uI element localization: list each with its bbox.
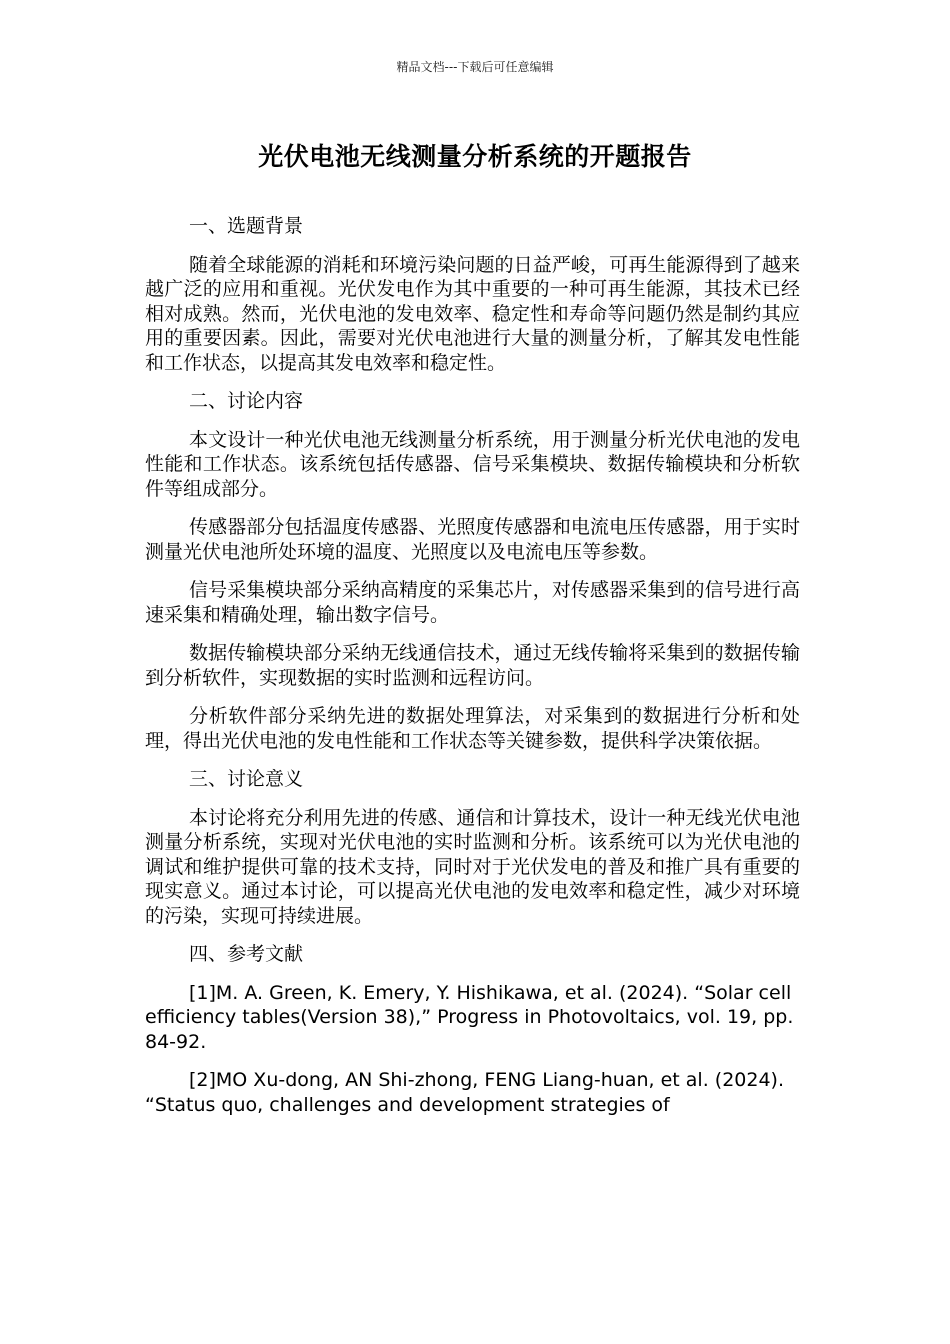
paragraph-content-3: 信号采集模块部分采纳高精度的采集芯片，对传感器采集到的信号进行高速采集和精确处理，输出数字信号。 — [145, 579, 800, 626]
paragraph-background: 随着全球能源的消耗和环境污染问题的日益严峻，可再生能源得到了越来越广泛的应用和重视。光伏发电作为其中重要的一种可再生能源，其技术已经相对成熟。然而，光伏电池的发电效率、稳定性和寿命等问题仍然是制约其应用的重要因素。因此，需要对光伏电池进行大量的测量分析，了解其发电性能和工作状态，以提高其发电效率和稳定性。 — [145, 253, 800, 374]
document-body — [145, 214, 800, 1131]
document-title: 光伏电池无线测量分析系统的开题报告 — [258, 142, 692, 171]
paragraph-content-4: 数据传输模块部分采纳无线通信技术，通过无线传输将采集到的数据传输到分析软件，实现数据的实时监测和远程访问。 — [145, 642, 800, 689]
paragraph-significance: 本讨论将充分利用先进的传感、通信和计算技术，设计一种无线光伏电池测量分析系统，实现对光伏电池的实时监测和分析。该系统可以为光伏电池的调试和维护提供可靠的技术支持，同时对于光伏发电的普及和推广具有重要的现实意义。通过本讨论，可以提高光伏电池的发电效率和稳定性，减少对环境的污染，实现可持续进展。 — [145, 806, 800, 927]
reference-item-1: [1]M. A. Green, K. Emery, Y. Hishikawa, et al. (2024). “Solar cell efficiency tables(Version 38),” Progress in Photovoltaics, vol. 19, pp. 84-92. — [145, 981, 794, 1053]
reference-item-2: [2]MO Xu-dong, AN Shi-zhong, FENG Liang-huan, et al. (2024). “Status quo, challenges and development strategies of — [145, 1069, 785, 1116]
section-heading-background: 一、选题背景 — [189, 215, 304, 237]
section-heading-references: 四、参考文献 — [189, 943, 304, 965]
paragraph-content-2: 传感器部分包括温度传感器、光照度传感器和电流电压传感器，用于实时测量光伏电池所处环境的温度、光照度以及电流电压等参数。 — [145, 516, 800, 563]
section-heading-content: 二、讨论内容 — [189, 390, 304, 412]
paragraph-content-1: 本文设计一种光伏电池无线测量分析系统，用于测量分析光伏电池的发电性能和工作状态。该系统包括传感器、信号采集模块、数据传输模块和分析软件等组成部分。 — [145, 428, 800, 500]
page-header-note: 精品文档---下载后可任意编辑 — [396, 60, 554, 74]
paragraph-content-5: 分析软件部分采纳先进的数据处理算法，对采集到的数据进行分析和处理，得出光伏电池的发电性能和工作状态等关键参数，提供科学决策依据。 — [145, 705, 800, 752]
section-heading-significance: 三、讨论意义 — [189, 768, 304, 790]
